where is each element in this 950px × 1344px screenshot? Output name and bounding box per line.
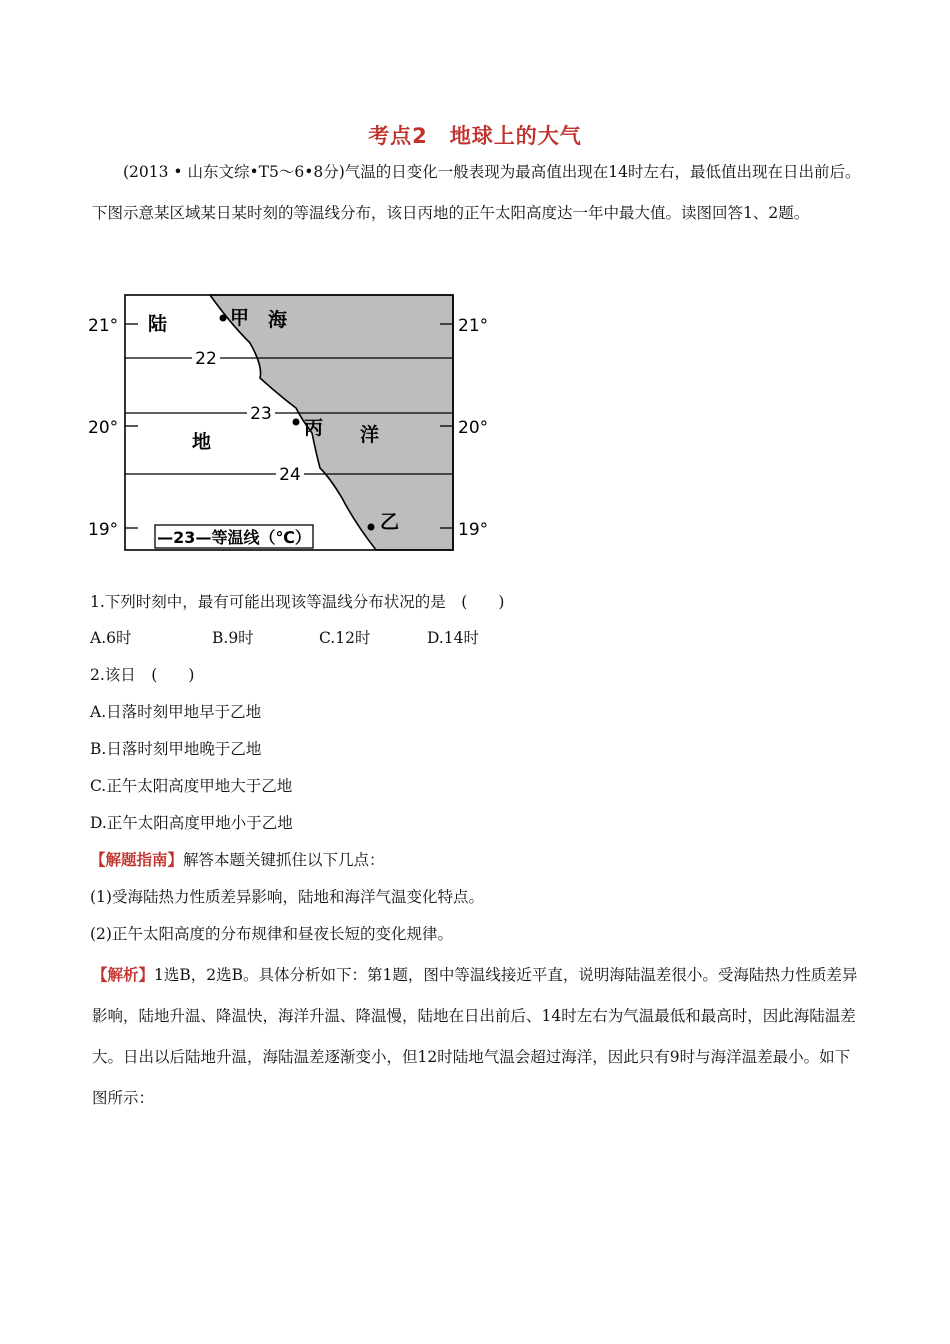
point-yi-marker [368, 524, 375, 531]
lat-label-right-21: 21° [458, 316, 489, 336]
q1-option-c: C.12时 [319, 629, 371, 647]
point-bing-label: 丙 [304, 417, 324, 439]
sea-label-hai: 海 [268, 309, 288, 331]
point-jia-marker [220, 315, 227, 322]
guide-text: 解答本题关键抓住以下几点： [183, 851, 385, 869]
point-bing-marker [293, 419, 300, 426]
q1-option-a: A.6时 [90, 629, 132, 647]
land-label-di: 地 [192, 431, 212, 453]
question-2-stem: 2.该日 ( ) [90, 666, 195, 684]
analysis-text: 1选B，2选B。具体分析如下：第1题，图中等温线接近平直，说明海陆温差很小。受海陆热力性质差异影响，陆地升温、降温快，海洋升温、降温慢，陆地在日出前后、14时左右为气温最低和最高时，因此海陆温差大。日出以后陆地升温，海陆温差逐渐变小，但12时陆地气温会超过海洋，因此只有9时与海洋温差最小。如下图所示： [92, 966, 858, 1107]
lat-label-right-19: 19° [458, 520, 489, 540]
question-1-options [90, 626, 479, 648]
q2-option-c: C.正午太阳高度甲地大于乙地 [90, 777, 293, 795]
lat-label-left-20: 20° [88, 418, 119, 438]
lat-label-left-21: 21° [88, 316, 119, 336]
lat-label-left-19: 19° [88, 520, 119, 540]
isotherm-label-22: 22 [195, 349, 217, 369]
sea-area [210, 295, 453, 550]
point-yi-label: 乙 [380, 511, 400, 533]
question-1-stem: 1.下列时刻中，最有可能出现该等温线分布状况的是 ( ) [90, 593, 505, 611]
land-label-lu: 陆 [148, 313, 168, 335]
isotherm-label-23: 23 [250, 404, 272, 424]
guide-point-1: (1)受海陆热力性质差异影响，陆地和海洋气温变化特点。 [90, 888, 484, 906]
point-jia-label: 甲 [230, 307, 250, 329]
q1-option-d: D.14时 [427, 629, 480, 647]
isotherm-label-24: 24 [279, 465, 301, 485]
isotherm-map [80, 288, 500, 558]
intro-paragraph: (2013 • 山东文综•T5～6•8分)气温的日变化一般表现为最高值出现在14时左右，最低值出现在日出前后。下图示意某区域某日某时刻的等温线分布，该日丙地的正午太阳高度达一年中最大值。读图回答1、2题。 [92, 163, 861, 222]
guide-line [90, 848, 385, 870]
q2-option-d: D.正午太阳高度甲地小于乙地 [90, 814, 293, 832]
guide-point-2: (2)正午太阳高度的分布规律和昼夜长短的变化规律。 [90, 925, 453, 943]
legend-text: —23—等温线（℃） [157, 528, 311, 547]
analysis-paragraph [92, 954, 862, 1119]
q2-option-a: A.日落时刻甲地早于乙地 [90, 703, 262, 721]
analysis-tag: 【解析】 [92, 965, 155, 984]
q2-option-b: B.日落时刻甲地晚于乙地 [90, 740, 262, 758]
page-title: 考点2 地球上的大气 [368, 124, 582, 148]
sea-label-yang: 洋 [360, 424, 380, 446]
guide-tag: 【解题指南】 [90, 850, 184, 869]
lat-label-right-20: 20° [458, 418, 489, 438]
q1-option-b: B.9时 [212, 629, 254, 647]
